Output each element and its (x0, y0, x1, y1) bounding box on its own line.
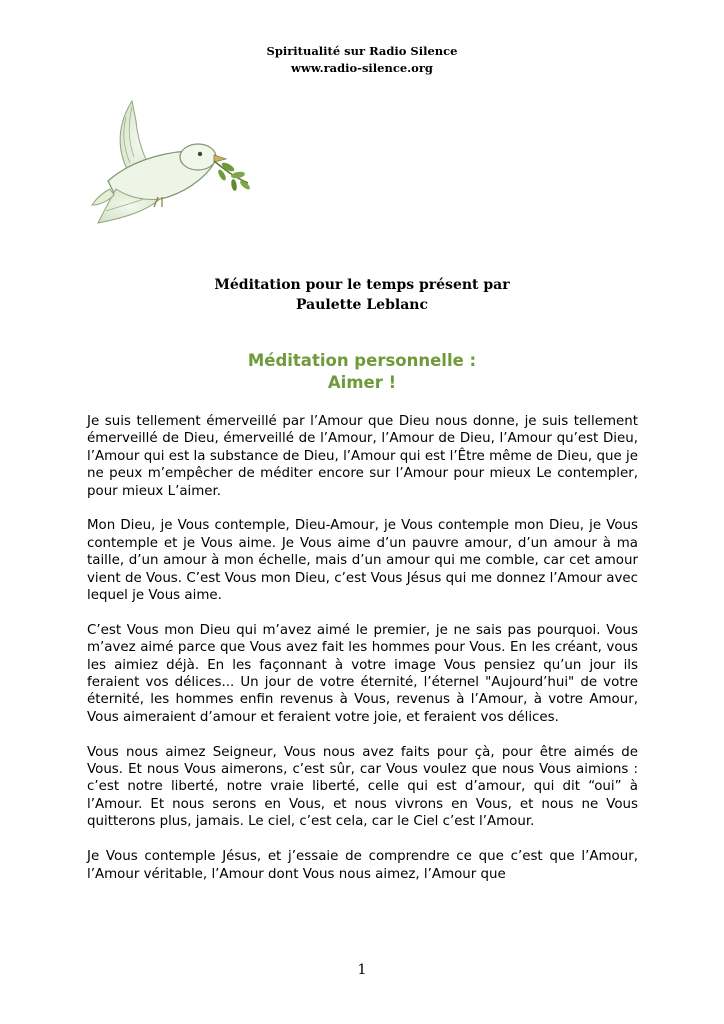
paragraph: C’est Vous mon Dieu qui m’avez aimé le premier, je ne sais pas pourquoi. Vous m’avez aimé parce que Vous avez fait les hommes pour Vous. En les créant, vous les aimiez déjà. En les façonnant à votre image Vous pensiez qu’un jour ils feraient vos délices... Un jour de votre éternité, l’éternel "Aujourd’hui" de votre éternité, les hommes enfin revenus à Vous, revenus à l’Amour, à votre Amour, Vous aimeraient d’amour et feraient votre joie, et feraient vos délices. (87, 622, 638, 725)
paragraph: Vous nous aimez Seigneur, Vous nous avez faits pour çà, pour être aimés de Vous. Et nous Vous aimerons, c’est sûr, car Vous voulez que nous Vous aimions : c’est notre liberté, notre vraie liberté, celle qui est d’amour, qui dit “oui” à l’Amour. Et nous serons en Vous, et nous vivrons en Vous, et nous ne Vous quitterons plus, jamais. Le ciel, c’est cela, car le Ciel c’est l’Amour. (87, 744, 638, 830)
paragraph: Je Vous contemple Jésus, et j’essaie de comprendre ce que c’est que l’Amour, l’Amour véritable, l’Amour dont Vous nous aimez, l’Amour que (87, 849, 638, 882)
header-url: www.radio-silence.org (291, 61, 433, 75)
title-line-1: Méditation pour le temps présent par (214, 277, 510, 293)
heading-line-2: Aimer ! (327, 373, 397, 392)
document-title (0, 275, 724, 315)
meditation-heading (0, 350, 724, 394)
page-header (0, 43, 724, 77)
dove-with-olive-branch-icon (88, 93, 258, 243)
title-author: Paulette Leblanc (296, 297, 428, 313)
page-number: 1 (357, 962, 367, 978)
document-body (87, 413, 638, 900)
header-site-name: Spiritualité sur Radio Silence (266, 44, 458, 58)
heading-line-1: Méditation personnelle : (247, 351, 477, 370)
paragraph: Mon Dieu, je Vous contemple, Dieu-Amour, je Vous contemple mon Dieu, je Vous contemple et je Vous aime. Je Vous aime d’un pauvre amour, d’un amour à ma taille, d’un amour à mon échelle, mais d’un amour qui me comble, car cet amour vient de Vous. C’est Vous mon Dieu, c’est Vous Jésus qui me donnez l’Amour avec lequel je Vous aime. (87, 518, 638, 604)
paragraph: Je suis tellement émerveillé par l’Amour que Dieu nous donne, je suis tellement émerveillé de Dieu, émerveillé de l’Amour, l’Amour de Dieu, l’Amour qu’est Dieu, l’Amour qui est la substance de Dieu, l’Amour qui est l’Être même de Dieu, que je ne peux m’empêcher de méditer encore sur l’Amour pour mieux Le contempler, pour mieux L’aimer. (87, 414, 638, 499)
